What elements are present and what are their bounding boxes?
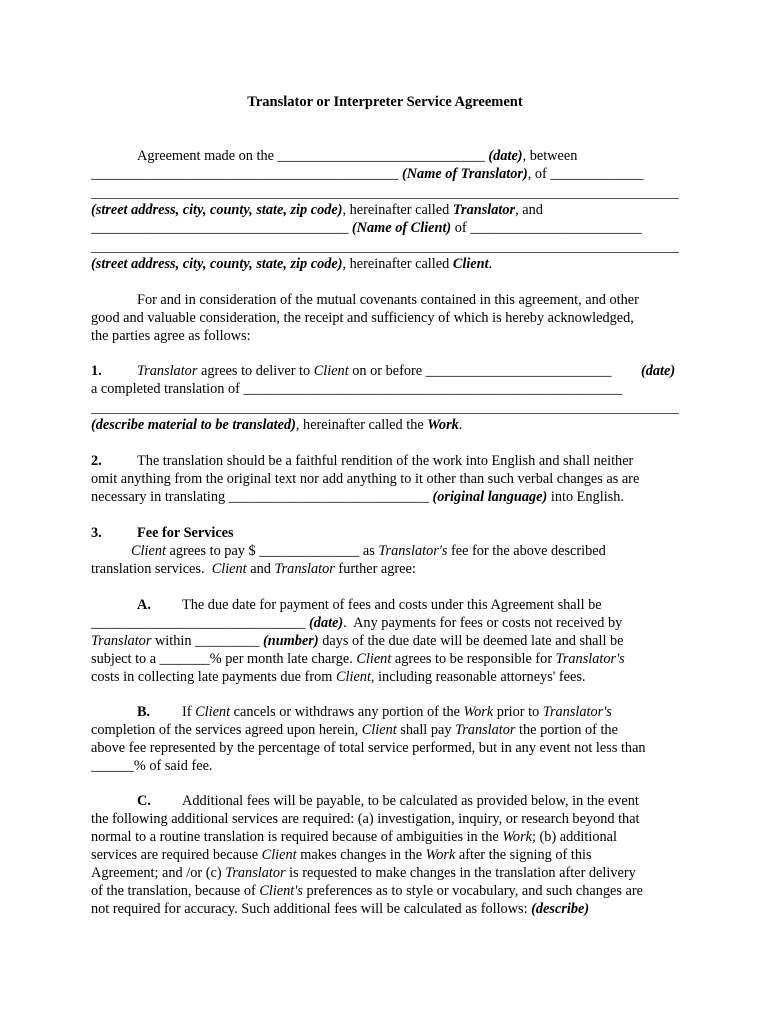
text-span: shall pay	[396, 722, 456, 738]
clause-a-line-3	[91, 632, 624, 650]
language-label: (original language)	[432, 489, 548, 505]
text-span: Translator	[91, 633, 152, 649]
text-span: services are required because	[91, 847, 262, 863]
text-span: Translator	[225, 865, 286, 881]
text-span: Client	[195, 704, 231, 720]
material-label: (describe material to be translated)	[91, 417, 296, 433]
clause-c-line-3	[91, 828, 617, 846]
client-role: Client	[452, 256, 489, 272]
section-3-line-1	[131, 542, 606, 560]
client-address-rule	[91, 252, 679, 253]
due-date-blank: ______________________________	[91, 615, 306, 631]
translator-address-line	[91, 201, 543, 219]
text-span: Client	[313, 363, 349, 379]
text-span: Work	[463, 704, 494, 720]
text-span: Client's	[259, 883, 303, 899]
translator-name-blank: ___________________________________________	[91, 166, 399, 182]
text-span: Agreement; and /or (c)	[91, 865, 226, 881]
text-span: Client	[261, 847, 297, 863]
clause-b-line-2	[91, 721, 618, 739]
clause-b-line-3: above fee represented by the percentage of total service performed, but in any event not less than	[91, 740, 646, 756]
text-span: Translator's	[378, 543, 448, 559]
days-blank: within _________	[151, 633, 264, 649]
preamble-line-2: good and valuable consideration, the receipt and sufficiency of which is hereby acknowledged,	[91, 310, 634, 326]
section-1-number: 1.	[91, 363, 102, 379]
delivery-date-blank: on or before __________________________	[348, 363, 612, 379]
text-span: cancels or withdraws any portion of the	[230, 704, 464, 720]
section-1-line-3	[91, 416, 462, 434]
language-blank: necessary in translating ____________________________	[91, 489, 429, 505]
text-span: , hereinafter called	[342, 202, 453, 218]
clause-b-line-1	[182, 703, 612, 721]
text-span: Translator	[455, 722, 516, 738]
clause-c-line-5	[91, 864, 636, 882]
translator-name-label: (Name of Translator)	[401, 166, 528, 182]
preamble-line-3: the parties agree as follows:	[91, 328, 251, 344]
clause-c-line-6	[91, 882, 643, 900]
clause-c-line-2: the following additional services are required: (a) investigation, inquiry, or research beyond that	[91, 811, 640, 827]
clause-a-line-5	[91, 668, 586, 686]
clause-a-label: A.	[137, 597, 151, 613]
client-of-blank: of ________________________	[451, 220, 642, 236]
agreement-date-line	[137, 147, 577, 165]
text-span: (describe)	[531, 901, 590, 917]
text-span: into English.	[547, 489, 624, 505]
clause-c-label: C.	[137, 793, 151, 809]
late-charge-blank: subject to a _______% per month late charge.	[91, 651, 357, 667]
text-span: completion of the services agreed upon herein,	[91, 722, 362, 738]
translator-name-line	[91, 165, 643, 183]
text-span: If	[182, 704, 196, 720]
text-span: Translator's	[542, 704, 612, 720]
text-span: costs in collecting late payments due from	[91, 669, 336, 685]
clause-a-line-4	[91, 650, 625, 668]
section-1-line-2: a completed translation of _____________________________________________________	[91, 381, 623, 397]
preamble-line-1: For and in consideration of the mutual covenants contained in this agreement, and other	[137, 292, 639, 308]
text-span: , including reasonable attorneys' fees.	[370, 669, 586, 685]
text-span: (number)	[263, 633, 319, 649]
text-span: Work	[502, 829, 532, 845]
text-span: , hereinafter called	[342, 256, 453, 272]
text-span: . Any payments for fees or costs not received by	[343, 615, 623, 631]
clause-c-line-7	[91, 900, 589, 918]
text-span: the portion of the	[515, 722, 618, 738]
section-1-date-label: (date)	[641, 363, 676, 379]
text-span: normal to a routine translation is required because of ambiguities in the	[91, 829, 503, 845]
translator-of-blank: , of _____________	[527, 166, 644, 182]
text-span: Client	[356, 651, 392, 667]
text-span: Client	[361, 722, 397, 738]
text-span: further agree:	[334, 561, 416, 577]
clause-c-line-1: Additional fees will be payable, to be calculated as provided below, in the event	[182, 793, 639, 809]
text-span: of the translation, because of	[91, 883, 260, 899]
translator-address-label: (street address, city, county, state, zip code)	[91, 202, 343, 218]
between-text: , between	[522, 148, 578, 164]
date-label: (date)	[488, 148, 523, 164]
clause-a-line-1: The due date for payment of fees and costs under this Agreement shall be	[182, 597, 602, 613]
client-name-line	[91, 219, 642, 237]
section-2-line-3	[91, 488, 624, 506]
text-span: , hereinafter called the	[295, 417, 428, 433]
text-span: Translator	[274, 561, 335, 577]
clause-b-line-4: ______% of said fee.	[91, 758, 213, 774]
text-span: Translator's	[555, 651, 625, 667]
text-span: makes changes in the	[296, 847, 426, 863]
text-span: preferences as to style or vocabulary, and such changes are	[302, 883, 643, 899]
section-2-line-2: omit anything from the original text nor add anything to it other than such verbal changes as are	[91, 471, 640, 487]
text-span: Work	[427, 417, 459, 433]
clause-b-label: B.	[137, 704, 151, 720]
text-span: Translator	[137, 363, 198, 379]
text-span: .	[458, 417, 463, 433]
client-address-line	[91, 255, 492, 273]
section-2-number: 2.	[91, 453, 102, 469]
text-span: days of the due date will be deemed late and shall be	[318, 633, 624, 649]
text-span: prior to	[493, 704, 543, 720]
text-span: not required for accuracy. Such additional fees will be calculated as follows:	[91, 901, 532, 917]
text-span: Work	[425, 847, 456, 863]
client-address-label: (street address, city, county, state, zip code)	[91, 256, 343, 272]
section-1-line-1	[137, 362, 612, 380]
clause-a-line-2	[91, 614, 622, 632]
text-span: .	[488, 256, 493, 272]
section-3-number: 3.	[91, 525, 102, 541]
text-span: and	[246, 561, 275, 577]
text-span: Client	[131, 543, 166, 559]
date-blank: Agreement made on the _____________________________	[137, 148, 485, 164]
text-span: translation services.	[91, 561, 212, 577]
document-title: Translator or Interpreter Service Agreement	[247, 94, 523, 110]
text-span: , and	[515, 202, 543, 218]
translator-address-rule	[91, 198, 679, 199]
text-span: fee for the above described	[447, 543, 606, 559]
text-span: (date)	[309, 615, 344, 631]
text-span: agrees to deliver to	[197, 363, 314, 379]
translator-role: Translator	[452, 202, 516, 218]
text-span: Client	[335, 669, 371, 685]
section-3-line-2	[91, 560, 416, 578]
material-rule	[91, 413, 679, 414]
fee-blank: agrees to pay $ ______________ as	[165, 543, 379, 559]
clause-c-line-4	[91, 846, 592, 864]
text-span: Client	[211, 561, 247, 577]
section-2-line-1: The translation should be a faithful rendition of the work into English and shall neither	[137, 453, 634, 469]
text-span: after the signing of this	[455, 847, 592, 863]
text-span: is requested to make changes in the translation after delivery	[285, 865, 636, 881]
section-3-heading: Fee for Services	[137, 525, 234, 541]
client-name-label: (Name of Client)	[351, 220, 452, 236]
client-name-blank: ____________________________________	[91, 220, 349, 236]
text-span: ; (b) additional	[531, 829, 617, 845]
text-span: agrees to be responsible for	[391, 651, 556, 667]
